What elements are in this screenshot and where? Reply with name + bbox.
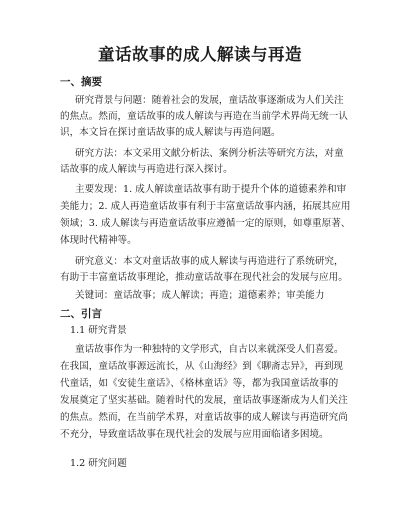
paragraph-line: 体现时代精神等。 xyxy=(60,235,137,246)
keywords-line xyxy=(60,288,342,304)
paragraph-line: 研究背景与问题：随着社会的发展，童话故事逐渐成为人们关注 xyxy=(75,95,344,106)
paragraph-line: 不充分，导致童话故事在现代社会的发展与应用面临诸多困境。 xyxy=(60,429,329,440)
section-1-1-heading: 1.1 研究背景 xyxy=(70,325,127,336)
abstract-background-paragraph xyxy=(60,93,348,141)
paragraph-line: 发展奠定了坚实基础。随着时代的发展，童话故事逐渐成为人们关注 xyxy=(60,395,348,406)
abstract-heading: 一、摘要 xyxy=(60,76,102,88)
paragraph-line: 领域；3. 成人解读与再造童话故事应遵循一定的原则，如尊重原著、 xyxy=(60,218,351,229)
section-1-2-heading: 1.2 研究问题 xyxy=(70,458,127,469)
document-title: 童话故事的成人解读与再造 xyxy=(98,45,302,64)
paragraph-line: 的焦点。然而，在当前学术界，对童话故事的成人解读与再造研究尚 xyxy=(60,412,348,423)
intro-heading: 二、引言 xyxy=(60,308,102,320)
paragraph-line: 美能力；2. 成人再造童话故事有利于丰富童话故事内涵，拓展其应用 xyxy=(60,201,351,212)
paragraph-line: 童话故事作为一种独特的文学形式，自古以来就深受人们喜爱。 xyxy=(75,344,344,355)
paragraph-line: 识，本文旨在探讨童话故事的成人解读与再造问题。 xyxy=(60,127,281,138)
paragraph-line: 研究意义：本文对童话故事的成人解读与再造进行了系统研究， xyxy=(75,256,344,267)
abstract-findings-paragraph xyxy=(60,182,351,246)
paragraph-line: 有助于丰富童话故事理论，推动童话故事在现代社会的发展与应用。 xyxy=(60,272,348,283)
research-background-paragraph xyxy=(60,342,348,446)
paragraph-line: 的焦点。然而，童话故事的成人解读与再造在当前学术界尚无统一认 xyxy=(60,111,348,122)
abstract-method-paragraph xyxy=(60,146,342,178)
paragraph-line: 在我国，童话故事源远流长，从《山海经》到《聊斋志异》，再到现 xyxy=(60,361,344,372)
paragraph-line: 代童话，如《安徒生童话》、《格林童话》等，都为我国童话故事的 xyxy=(60,378,339,389)
keywords-text: 关键词：童话故事；成人解读；再造；道德素养；审美能力 xyxy=(75,290,325,301)
paragraph-line: 主要发现：1. 成人解读童话故事有助于提升个体的道德素养和审 xyxy=(75,184,347,195)
paragraph-line: 研究方法：本文采用文献分析法、案例分析法等研究方法，对童 xyxy=(75,148,344,159)
paragraph-line: 话故事的成人解读与再造进行深入探讨。 xyxy=(60,164,233,175)
abstract-significance-paragraph xyxy=(60,254,348,286)
